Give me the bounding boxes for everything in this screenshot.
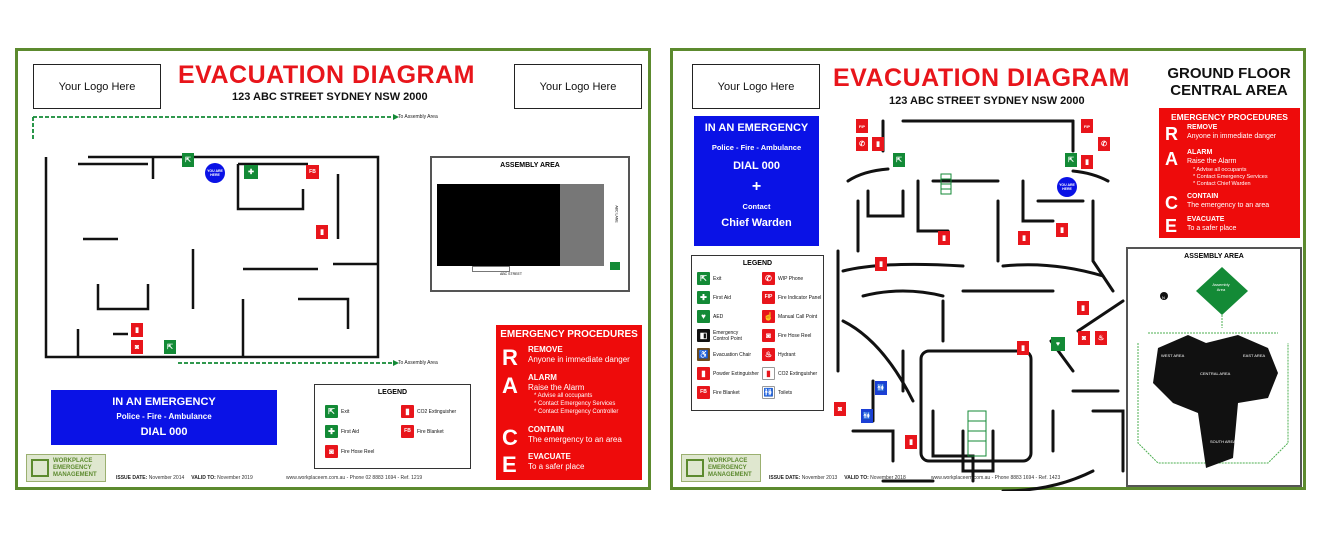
evacuation-poster-left — [15, 48, 651, 490]
fire-blanket-icon — [306, 165, 319, 179]
legend-item: ▮ Powder Extinguisher — [697, 367, 759, 380]
legend-item: FB Fire Blanket — [697, 386, 740, 399]
manual-call-point-icon: ☝ — [762, 310, 775, 323]
legend-panel — [691, 255, 824, 411]
co2-extinguisher-icon: ▮ — [875, 257, 887, 271]
fire-indicator-panel-icon: FIP — [856, 119, 868, 133]
west-area-label: WEST AREA — [1161, 353, 1185, 358]
emergency-dial: DIAL 000 — [140, 426, 188, 438]
co2-extinguisher-icon: ▮ — [131, 323, 143, 337]
fire-hose-reel-icon: ◙ — [325, 445, 338, 458]
legend-title: LEGEND — [377, 389, 408, 396]
legend-item: 🚻 Toilets — [762, 386, 792, 399]
aed-icon: ♥ — [1051, 337, 1065, 351]
co2-extinguisher-icon: ▮ — [1017, 341, 1029, 355]
emergency-procedures-panel: EMERGENCY PROCEDURES R REMOVE Anyone in immediate danger A ALARM Raise the Alarm * Advise all occupants * Contact Emergency Services * Contact Emergency Controller C CONTAIN The emergency to an area E EVACUATE To a safer place — [496, 325, 642, 480]
wip-phone-icon: ✆ — [1098, 137, 1110, 151]
south-area-label: SOUTH AREA — [1210, 439, 1236, 444]
fire-blanket-icon: FB — [697, 386, 710, 399]
hydrant-icon: ♨ — [1095, 331, 1107, 345]
exit-icon: ⇱ — [164, 340, 176, 354]
company-logo: WORKPLACE EMERGENCY MANAGEMENT — [681, 454, 761, 482]
assembly-area-title: ASSEMBLY AREA — [500, 162, 560, 169]
co2-extinguisher-icon: ▮ — [872, 137, 884, 151]
lane-label: ABC LANE — [614, 205, 619, 223]
wip-phone-icon: ✆ — [856, 137, 868, 151]
aed-icon: ♥ — [697, 310, 710, 323]
wem-logo-mark-icon — [686, 459, 704, 477]
wip-phone-icon: ✆ — [762, 272, 775, 285]
assembly-area-panel — [430, 156, 630, 292]
legend-item: ♿ Evacuation Chair — [697, 348, 751, 361]
assembly-point-icon — [610, 262, 620, 270]
emergency-services: Police - Fire - Ambulance — [116, 412, 212, 421]
east-area-label: EAST AREA — [1243, 353, 1266, 358]
procedures-title: EMERGENCY PROCEDURES — [500, 329, 638, 340]
co2-extinguisher-icon: ▮ — [316, 225, 328, 239]
legend-item: ✚ First Aid — [697, 291, 731, 304]
footer-dates: ISSUE DATE: November 2013 VALID TO: November 2018 — [769, 475, 906, 481]
exit-icon: ⇱ — [893, 153, 905, 167]
assembly-lane-shading — [560, 184, 604, 266]
page-title: EVACUATION DIAGRAM — [833, 64, 1130, 92]
powder-extinguisher-icon: ▮ — [1056, 223, 1068, 237]
emergency-dial: DIAL 000 — [733, 160, 780, 172]
legend-item: ◙ Fire Hose Reel — [762, 329, 811, 342]
legend-item: ▮ CO2 Extinguisher — [401, 405, 456, 418]
co2-extinguisher-icon: ▮ — [1081, 155, 1093, 169]
toilets-icon: 🚻 — [861, 409, 873, 423]
floor-plan — [823, 111, 1148, 491]
wem-logo-mark-icon — [31, 459, 49, 477]
logo-placeholder: Your Logo Here — [692, 64, 820, 109]
legend-item: ☝ Manual Call Point — [762, 310, 817, 323]
evacuation-poster-right — [670, 48, 1306, 490]
hydrant-icon: ♨ — [762, 348, 775, 361]
first-aid-icon: ✚ — [244, 165, 258, 179]
you-are-here-marker: YOU ARE HERE — [205, 163, 225, 183]
route-label-top: To Assembly Area — [398, 114, 438, 120]
fire-indicator-panel-icon: FIP — [1081, 119, 1093, 133]
address: 123 ABC STREET SYDNEY NSW 2000 — [889, 95, 1085, 107]
fire-blanket-tag: FB — [309, 169, 316, 175]
emergency-contact-panel — [694, 116, 819, 246]
exit-icon: ⇱ — [325, 405, 338, 418]
fire-hose-reel-icon: ◙ — [131, 340, 143, 354]
first-aid-icon: ✚ — [325, 425, 338, 438]
central-area-label: CENTRAL AREA — [1200, 371, 1231, 376]
procedures-title: EMERGENCY PROCEDURES — [1171, 112, 1288, 122]
co2-extinguisher-icon: ▮ — [905, 435, 917, 449]
legend-item: FB Fire Blanket — [401, 425, 444, 438]
assembly-building — [437, 184, 562, 266]
legend-panel — [314, 384, 471, 469]
footer-contact: www.workplaceem.com.au - Phone 8883 1694 - Ref. 1423 — [931, 475, 1061, 481]
address: 123 ABC STREET SYDNEY NSW 2000 — [232, 91, 428, 103]
exit-icon: ⇱ — [182, 153, 194, 167]
legend-item: FIP Fire Indicator Panel — [762, 291, 821, 304]
evacuation-chair-icon: ♿ — [697, 348, 710, 361]
contact-name: Chief Warden — [721, 217, 792, 229]
legend-item: ♨ Hydrant — [762, 348, 796, 361]
fire-hose-reel-icon: ◙ — [762, 329, 775, 342]
fire-hose-reel-icon: ◙ — [1078, 331, 1090, 345]
exit-icon: ⇱ — [1065, 153, 1077, 167]
legend-item: ♥ AED — [697, 310, 723, 323]
company-logo: WORKPLACE EMERGENCY MANAGEMENT — [26, 454, 106, 482]
legend-item: ✆ WIP Phone — [762, 272, 803, 285]
logo-placeholder-left: Your Logo Here — [33, 64, 161, 109]
floor-plan — [18, 109, 458, 379]
legend-item: ✚ First Aid — [325, 425, 359, 438]
toilets-icon: 🚻 — [875, 381, 887, 395]
emergency-heading: IN AN EMERGENCY — [704, 122, 809, 134]
legend-item: ⇱ Exit — [325, 405, 349, 418]
outer-wall — [46, 157, 378, 357]
co2-extinguisher-icon: ▮ — [401, 405, 414, 418]
assembly-area-panel — [1126, 247, 1302, 487]
assembly-area-title: ASSEMBLY AREA — [1184, 253, 1244, 260]
exit-icon: ⇱ — [697, 272, 710, 285]
north-label: N — [1162, 295, 1165, 300]
logo-placeholder-right: Your Logo Here — [514, 64, 642, 109]
you-are-here-marker: YOU ARE HERE — [1057, 177, 1077, 197]
contact-label: Contact — [742, 202, 771, 211]
area-title: GROUND FLOOR CENTRAL AREA — [1167, 65, 1291, 99]
assembly-diamond-label: Assembly Area — [1212, 282, 1230, 292]
footer-contact: www.workplaceem.com.au - Phone 02 8883 1694 - Ref. 1219 — [286, 475, 423, 481]
legend-item: ◧ Emergency Control Point — [697, 329, 749, 342]
emergency-services: Police - Fire - Ambulance — [711, 143, 802, 152]
co2-extinguisher-icon: ▮ — [762, 367, 775, 380]
powder-extinguisher-icon: ▮ — [938, 231, 950, 245]
powder-extinguisher-icon: ▮ — [697, 367, 710, 380]
first-aid-icon: ✚ — [697, 291, 710, 304]
legend-item: ⇱ Exit — [697, 272, 721, 285]
legend-item: ▮ CO2 Extinguisher — [762, 367, 817, 380]
page-title: EVACUATION DIAGRAM — [178, 61, 475, 89]
fire-blanket-icon: FB — [401, 425, 414, 438]
emergency-contact-panel — [51, 390, 277, 445]
emergency-heading: IN AN EMERGENCY — [112, 396, 216, 408]
emergency-procedures-panel: EMERGENCY PROCEDURES R REMOVE Anyone in immediate danger A ALARM Raise the Alarm * Advise all occupants * Contact Emergency Services * Contact Chief Warden C CONTAIN The emergency to an area E EVACUATE To a safer place — [1159, 108, 1300, 238]
fire-hose-reel-icon: ◙ — [834, 402, 846, 416]
powder-extinguisher-icon: ▮ — [1018, 231, 1030, 245]
control-point-icon: ◧ — [697, 329, 710, 342]
powder-extinguisher-icon: ▮ — [1077, 301, 1089, 315]
route-label-bottom: To Assembly Area — [398, 360, 438, 366]
plus-sign: + — [751, 178, 762, 195]
legend-item: ◙ Fire Hose Reel — [325, 445, 374, 458]
fire-indicator-panel-icon: FIP — [762, 291, 775, 304]
footer-dates: ISSUE DATE: November 2014 VALID TO: November 2019 — [116, 475, 253, 481]
toilets-icon: 🚻 — [762, 386, 775, 399]
legend-title: LEGEND — [742, 260, 773, 267]
street-label: ABC STREET — [500, 272, 522, 276]
